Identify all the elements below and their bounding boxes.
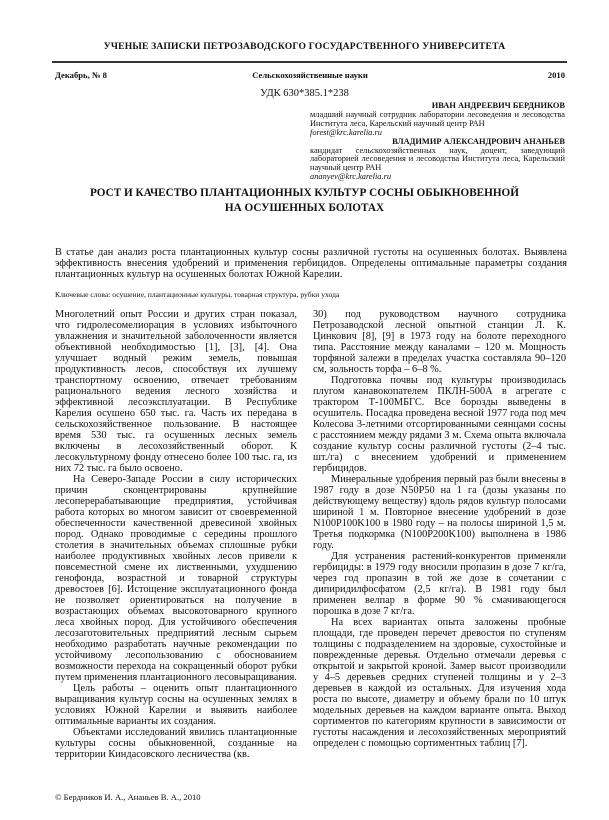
year-label: 2010 (547, 70, 565, 80)
author-affiliation: кандидат сельскохозяйственных наук, доцент, заведующий лабораторией лесоведения и лесоводства Института леса, Карельский научный центр РАН (310, 145, 565, 173)
udk-code: УДК 630*385.1*238 (260, 88, 349, 99)
author-email[interactable]: forest@krc.karelia.ru (310, 127, 382, 137)
header-rule (52, 61, 567, 63)
abstract: В статье дан анализ роста плантационных культур сосны различной густоты на осушенных болотах. Выявлена эффективность внесения удобрений и применения гербицидов. Определены оптимальные параметры создания плантационных культур на осушенных болотах Южной Карелии. (55, 247, 567, 281)
journal-title: УЧЕНЫЕ ЗАПИСКИ ПЕТРОЗАВОДСКОГО ГОСУДАРСТВЕННОГО УНИВЕРСИТЕТА (103, 41, 506, 52)
author-affiliation: младший научный сотрудник лаборатории лесоведения и лесоводства Института леса, Карельский научный центр РАН (310, 109, 565, 128)
paragraph: 30) под руководством научного сотрудника Петрозаводской лесной опытной станции Л. К. Цинкович [8], [9] в 1973 году на болоте переходного типа. Расстояние между каналами – 120 м. Мощность торфяной залежи в пределах участка составляла 90–120 см, зольность торфа – 6–8 %. (313, 309, 566, 375)
keywords: Ключевые слова: осушение, плантационные культуры, товарная структура, рубки ухода (55, 290, 340, 299)
paragraph: Минеральные удобрения первый раз были внесены в 1987 году в дозе N50P50 на 1 га (дозы указаны по действующему веществу) вдоль рядов культур полосами шириной 1 м. Повторное внесение удобрений в дозе N100P100K100 в 1980 году – на полосы шириной 1,5 м. Третья подкормка (N100P200K100) выполнена в 1986 году. (313, 474, 566, 551)
body-column-left (55, 309, 297, 760)
authors-block (310, 102, 565, 182)
header-meta (55, 70, 565, 80)
paragraph: Цель работы – оценить опыт плантационного выращивания культур сосны на осушенных землях в условиях Южной Карелии и выявить наиболее оптимальные варианты их создания. (55, 683, 297, 727)
paragraph: Многолетний опыт России и других стран показал, что гидролесомелиорация в условиях избыточного увлажнения и значительной заболоченности является объективной необходимостью [1], [3], [4]. Она улучшает водный режим земель, повышая продуктивность лесов, способствуя их лучшему транспортному освоению, отвечает требованиям рационального ведения лесного хозяйства и эффективной лесоэксплуатации. В Республике Карелия осушено 650 тыс. га. Часть их передана в сельскохозяйственное пользование. В настоящее время 530 тыс. га осушенных лесных земель включены в лесохозяйственный оборот. К лесокультурному фонду отнесено более 100 тыс. га, из них 72 тыс. га было освоено. (55, 309, 297, 474)
paragraph: Подготовка почвы под культуры производилась плугом канавокопателем ПКЛН-500А в агрегате с трактором Т-100МБГС. Все борозды выведены в осушитель. Посадка проведена весной 1977 года под меч Колесова 3-летними отсортированными сеянцами сосны с расстоянием между рядами 3 м. Схема опыта включала создание культур сосны различной густоты (2–4 тыс. шт./га) с внесением удобрений и применением гербицидов. (313, 375, 566, 474)
paragraph: На Северо-Западе России в силу исторических причин сконцентрированы крупнейшие лесоперерабатывающие предприятия, устойчивая работа которых во многом зависит от своевременной обеспеченности качественной древесиной хвойных пород. Однако проводимые с середины прошлого столетия в значительных объемах сплошные рубки наиболее продуктивных хвойных лесов привели к повсеместной смене их лиственными, ухудшению генофонда, возрастной и товарной структуры древостоев [6]. Истощение эксплуатационного фонда не позволяет ориентироваться на получение в возрастающих объемах высокотоварного крупного леса хвойных пород. Для устойчивого обеспечения лесозаготовительных предприятий лесным сырьем необходимо разработать научные рекомендации по устойчивому лесопользованию с обоснованием возможности перехода на сокращенный оборот рубки путем применения плантационного лесовыращивания. (55, 474, 297, 683)
paragraph: На всех вариантах опыта заложены пробные площади, где проведен перечет древостоя по ступеням толщины с подразделением на здоровые, сухостойные и поврежденные деревья. Отдельно отмечали деревья с открытой и закрытой кроной. Замер высот производили у 4–5 деревьев средних ступеней толщины и у 2–3 деревьев в каждой из остальных. Для изучения хода роста по высоте, диаметру и объему брали по 10 штук модельных деревьев на каждом варианте опыта. Выход сортиментов по категориям крупности в зависимости от густоты насаждения и лесохозяйственных мероприятий определен с помощью сортиментных таблиц [7]. (313, 617, 566, 749)
paragraph: Для устранения растений-конкурентов применяли гербициды: в 1979 году вносили пропазин в дозе 7 кг/га, через год пропазин в той же дозе в сочетании с дипиридилфосфатом (2,5 кг/га). В 1981 году был применен велпар в форме 90 % смачивающегося порошка в дозе 7 кг/га. (313, 551, 566, 617)
section-label: Сельскохозяйственные науки (252, 70, 368, 80)
issue-label: Декабрь, № 8 (55, 70, 107, 80)
copyright: © Бердников И. А., Ананьев В. А., 2010 (55, 792, 201, 802)
author-name: ИВАН АНДРЕЕВИЧ БЕРДНИКОВ (431, 101, 565, 110)
title-line: НА ОСУШЕННЫХ БОЛОТАХ (224, 202, 385, 214)
title-line: РОСТ И КАЧЕСТВО ПЛАНТАЦИОННЫХ КУЛЬТУР СОСНЫ ОБЫКНОВЕННОЙ (90, 187, 519, 199)
body-column-right (313, 309, 566, 749)
author-email[interactable]: ananyev@krc.karelia.ru (310, 172, 392, 182)
paragraph: Объектами исследований явились плантационные культуры сосны обыкновенной, созданные на территории Киндасовского лесничества (кв. (55, 727, 297, 760)
article-title (0, 186, 609, 216)
author-name: ВЛАДИМИР АЛЕКСАНДРОВИЧ АНАНЬЕВ (392, 136, 565, 146)
